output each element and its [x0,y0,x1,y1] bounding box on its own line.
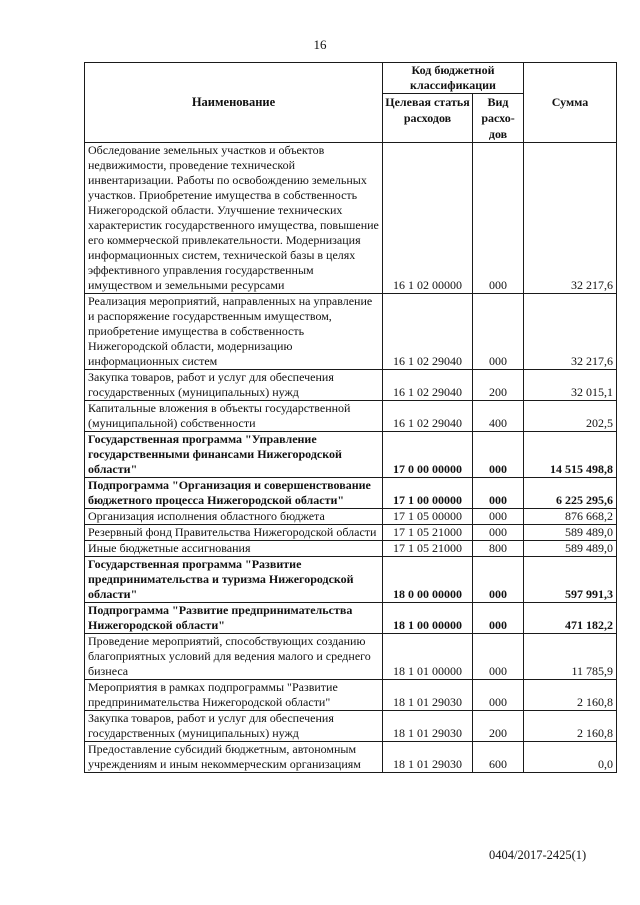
row-target-article: 18 1 01 00000 [383,634,473,680]
row-amount: 32 015,1 [524,370,617,401]
row-target-article: 17 0 00 00000 [383,432,473,478]
table-row [85,509,617,525]
row-expense-type: 000 [473,478,524,509]
row-amount: 0,0 [524,742,617,773]
row-name: Закупка товаров, работ и услуг для обеспечения государственных (муниципальных) нужд [85,711,383,742]
row-amount: 32 217,6 [524,143,617,294]
header-expense-type: Вид расхо-дов [473,94,524,143]
table-row [85,603,617,634]
row-name: Мероприятия в рамках подпрограммы "Развитие предпринимательства Нижегородской области" [85,680,383,711]
header-row [85,63,617,94]
row-name: Обследование земельных участков и объектов недвижимости, проведение технической инвентаризации. Работы по освобождению земельных участков. Приобретение имущества в собственность Нижегородской области. Улучшение технических характеристик государственного имущества, повышение его коммерческой привлекательности. Модернизация информационных систем, технической базы в целях эффективного управления государственным имуществом и земельными ресурсами [85,143,383,294]
document-code: 0404/2017-2425(1) [489,848,587,862]
row-amount: 2 160,8 [524,680,617,711]
row-target-article: 18 1 00 00000 [383,603,473,634]
table-row [85,143,617,294]
row-expense-type: 000 [473,680,524,711]
row-expense-type: 000 [473,603,524,634]
row-expense-type: 000 [473,294,524,370]
row-expense-type: 400 [473,401,524,432]
row-amount: 597 991,3 [524,557,617,603]
header-amount: Сумма [524,63,617,143]
row-amount: 11 785,9 [524,634,617,680]
row-target-article: 17 1 05 00000 [383,509,473,525]
row-amount: 32 217,6 [524,294,617,370]
row-target-article: 16 1 02 29040 [383,401,473,432]
table-row [85,294,617,370]
budget-table [84,62,617,773]
table-row [85,525,617,541]
row-name: Проведение мероприятий, способствующих созданию благоприятных условий для ведения малого и среднего бизнеса [85,634,383,680]
row-name: Капитальные вложения в объекты государственной (муниципальной) собственности [85,401,383,432]
row-name: Подпрограмма "Организация и совершенствование бюджетного процесса Нижегородской области" [85,478,383,509]
table-row [85,401,617,432]
header-target-article: Целевая статья расходов [383,94,473,143]
page-number: 16 [313,37,327,52]
row-amount: 2 160,8 [524,711,617,742]
row-target-article: 17 1 05 21000 [383,541,473,557]
row-amount: 589 489,0 [524,525,617,541]
table-row [85,432,617,478]
row-expense-type: 000 [473,509,524,525]
row-target-article: 18 1 01 29030 [383,742,473,773]
row-amount: 471 182,2 [524,603,617,634]
table-row [85,478,617,509]
row-expense-type: 200 [473,370,524,401]
row-target-article: 16 1 02 00000 [383,143,473,294]
row-name: Государственная программа "Развитие предпринимательства и туризма Нижегородской области" [85,557,383,603]
table-row [85,634,617,680]
row-name: Организация исполнения областного бюджета [85,509,383,525]
row-target-article: 18 1 01 29030 [383,711,473,742]
row-amount: 6 225 295,6 [524,478,617,509]
row-target-article: 17 1 05 21000 [383,525,473,541]
table-row [85,711,617,742]
table-body [85,143,617,773]
header-classification: Код бюджетной классификации [383,63,524,94]
row-amount: 202,5 [524,401,617,432]
row-expense-type: 000 [473,525,524,541]
row-target-article: 18 0 00 00000 [383,557,473,603]
row-expense-type: 000 [473,432,524,478]
row-amount: 14 515 498,8 [524,432,617,478]
row-expense-type: 000 [473,143,524,294]
row-expense-type: 200 [473,711,524,742]
row-target-article: 18 1 01 29030 [383,680,473,711]
row-name: Закупка товаров, работ и услуг для обеспечения государственных (муниципальных) нужд [85,370,383,401]
table-row [85,370,617,401]
row-amount: 876 668,2 [524,509,617,525]
row-target-article: 16 1 02 29040 [383,370,473,401]
row-name: Резервный фонд Правительства Нижегородской области [85,525,383,541]
row-target-article: 16 1 02 29040 [383,294,473,370]
header-name: Наименование [85,63,383,143]
row-name: Реализация мероприятий, направленных на управление и распоряжение государственным имуществом, приобретение имущества в собственность Нижегородской области, модернизацию информационных систем [85,294,383,370]
table-row [85,742,617,773]
row-name: Предоставление субсидий бюджетным, автономным учреждениям и иным некоммерческим организациям [85,742,383,773]
row-expense-type: 800 [473,541,524,557]
row-name: Подпрограмма "Развитие предпринимательства Нижегородской области" [85,603,383,634]
row-expense-type: 000 [473,557,524,603]
row-expense-type: 000 [473,634,524,680]
table-row [85,680,617,711]
row-target-article: 17 1 00 00000 [383,478,473,509]
row-name: Иные бюджетные ассигнования [85,541,383,557]
row-name: Государственная программа "Управление государственными финансами Нижегородской области" [85,432,383,478]
row-amount: 589 489,0 [524,541,617,557]
table-row [85,541,617,557]
row-expense-type: 600 [473,742,524,773]
table-row [85,557,617,603]
